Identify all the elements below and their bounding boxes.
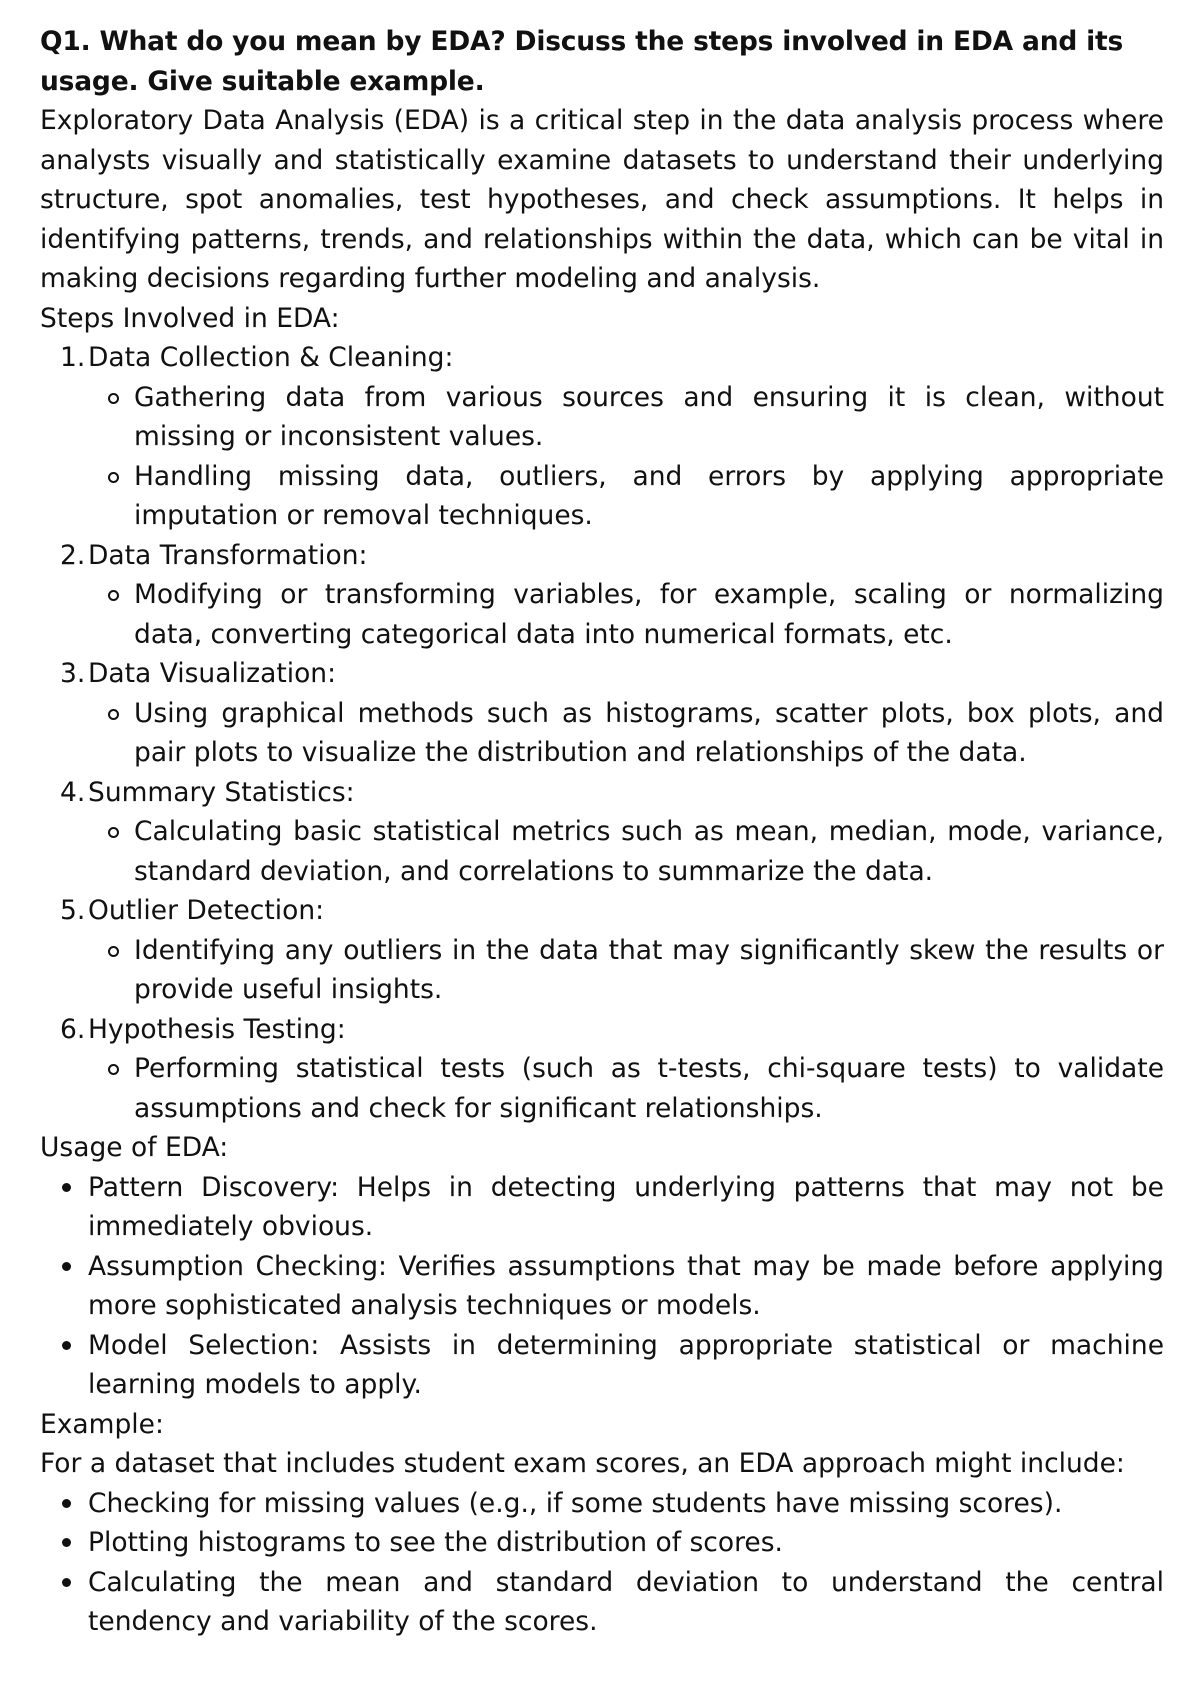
step-item <box>40 891 1164 1010</box>
step-item <box>40 654 1164 773</box>
step-point: Gathering data from various sources and ensuring it is clean, without missing or inconsistent values. <box>108 378 1164 457</box>
step-item <box>40 536 1164 655</box>
step-title: Summary Statistics: <box>88 776 355 808</box>
step-point: Handling missing data, outliers, and errors by applying appropriate imputation or removal techniques. <box>108 457 1164 536</box>
step-header <box>40 654 1164 694</box>
step-point: Performing statistical tests (such as t-tests, chi-square tests) to validate assumptions and check for significant relationships. <box>108 1049 1164 1128</box>
usage-heading: Usage of EDA: <box>40 1132 229 1163</box>
example-heading: Example: <box>40 1408 164 1440</box>
example-list <box>40 1484 1164 1642</box>
step-title: Outlier Detection: <box>88 895 325 926</box>
step-points <box>40 1049 1164 1128</box>
usage-item: Assumption Checking: Verifies assumptions that may be made before applying more sophisticated analysis techniques or models. <box>62 1247 1164 1326</box>
step-point: Calculating basic statistical metrics such as mean, median, mode, variance, standard deviation, and correlations to summarize the data. <box>108 812 1164 891</box>
step-points <box>40 931 1164 1010</box>
usage-list <box>40 1168 1164 1405</box>
step-number: 3. <box>60 658 86 689</box>
usage-item: Pattern Discovery: Helps in detecting underlying patterns that may not be immediately obvious. <box>62 1168 1164 1247</box>
step-item <box>40 1010 1164 1129</box>
step-number: 2. <box>60 539 86 571</box>
step-item <box>40 338 1164 536</box>
example-item: Plotting histograms to see the distribution of scores. <box>62 1523 1164 1563</box>
step-title: Data Visualization: <box>88 658 337 689</box>
step-points <box>40 812 1164 891</box>
example-item: Checking for missing values (e.g., if some students have missing scores). <box>62 1484 1164 1524</box>
step-title: Hypothesis Testing: <box>88 1013 346 1045</box>
step-number: 1. <box>60 342 86 373</box>
intro-paragraph: Exploratory Data Analysis (EDA) is a critical step in the data analysis process where analysts visually and statistically examine datasets to understand their underlying structure, spot anomalies, test hypotheses, and check assumptions. It helps in identifying patterns, trends, and relationships within the data, which can be vital in making decisions regarding further modeling and analysis. <box>40 105 1164 294</box>
step-points <box>40 694 1164 773</box>
step-point: Identifying any outliers in the data that may significantly skew the results or provide useful insights. <box>108 931 1164 1010</box>
example-item: Calculating the mean and standard deviation to understand the central tendency and variability of the scores. <box>62 1563 1164 1642</box>
step-number: 6. <box>60 1013 86 1045</box>
step-header <box>40 891 1164 931</box>
step-header <box>40 1010 1164 1050</box>
step-header <box>40 338 1164 378</box>
step-number: 4. <box>60 776 86 808</box>
step-title: Data Transformation: <box>88 539 368 571</box>
step-point: Using graphical methods such as histograms, scatter plots, box plots, and pair plots to visualize the distribution and relationships of the data. <box>108 694 1164 773</box>
step-item <box>40 773 1164 892</box>
step-points <box>40 378 1164 536</box>
steps-heading: Steps Involved in EDA: <box>40 302 340 334</box>
usage-item: Model Selection: Assists in determining appropriate statistical or machine learning models to apply. <box>62 1326 1164 1405</box>
steps-list <box>40 338 1164 1128</box>
step-header <box>40 773 1164 813</box>
example-intro: For a dataset that includes student exam scores, an EDA approach might include: <box>40 1448 1125 1479</box>
step-number: 5. <box>60 895 86 926</box>
question-heading: Q1. What do you mean by EDA? Discuss the steps involved in EDA and its usage. Give suitable example. <box>40 26 1124 97</box>
step-points <box>40 575 1164 654</box>
step-title: Data Collection & Cleaning: <box>88 342 454 373</box>
step-header <box>40 536 1164 576</box>
step-point: Modifying or transforming variables, for example, scaling or normalizing data, converting categorical data into numerical formats, etc. <box>108 575 1164 654</box>
